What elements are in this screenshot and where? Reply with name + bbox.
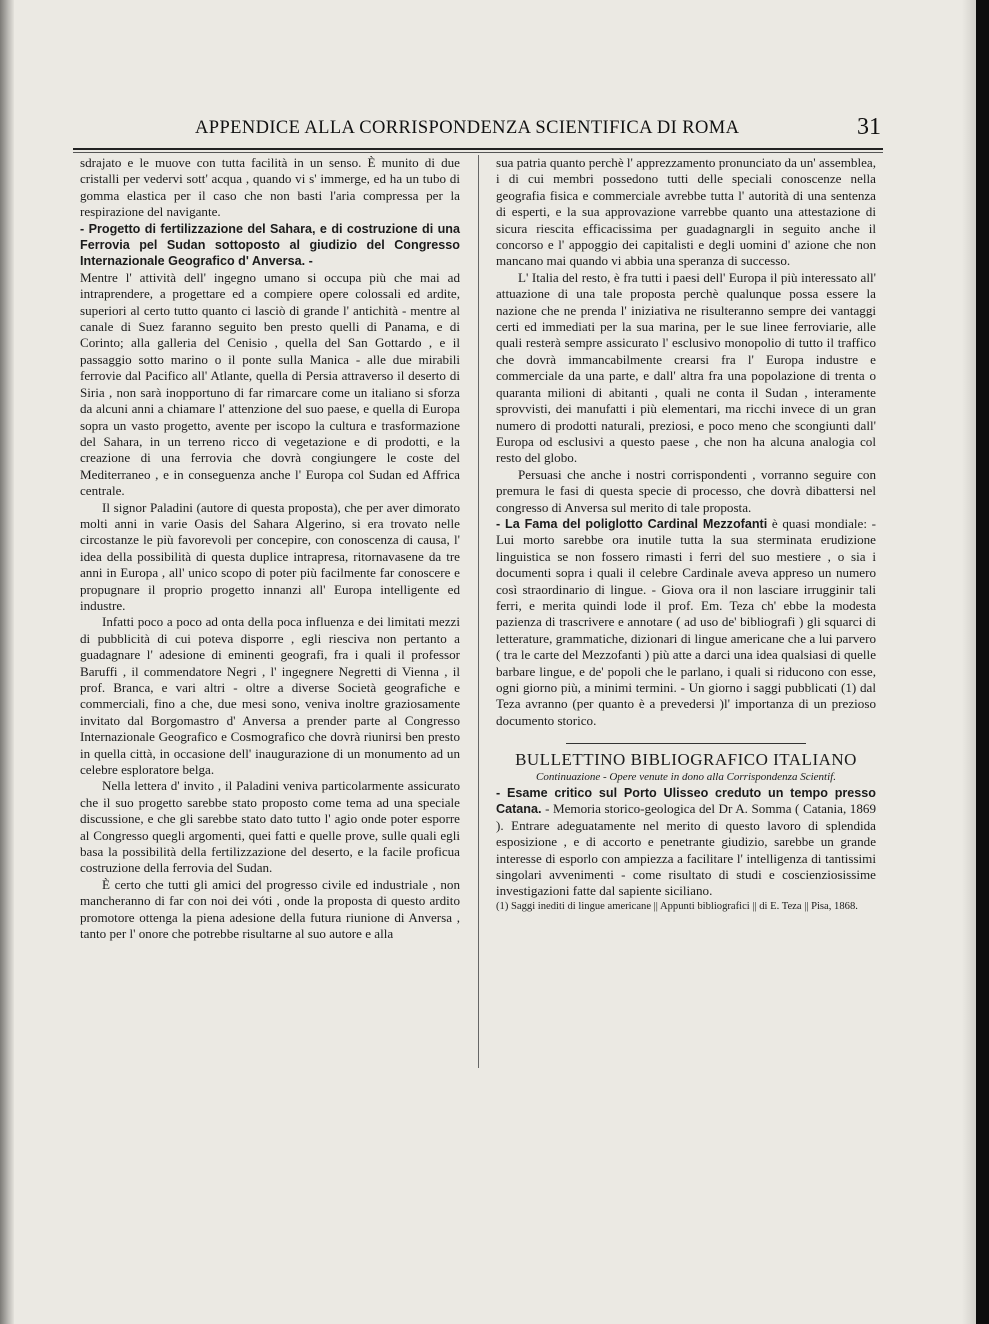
paragraph: Il signor Paladini (autore di questa proposta), che per aver dimorato molti anni in varie Oasis del Sahara Algerino, si era trovato nelle circostanze le più favorevoli per concepire, con conoscenza di causa, l' idea della possibilità di questa duplice intrapresa, ritornavasene da tre anni in Europa , all' unico scopo di poter più facilmente far conoscere e propugnare il proprio progetto innanzi all' Europa intelligente ed industre. <box>80 499 460 613</box>
right-column <box>496 155 876 913</box>
paragraph: sua patria quanto perchè l' apprezzamento pronunciato da un' assemblea, i di cui membri possedono tutti delle speciali conoscenze nella geografia fisica e commerciale avrebbe tutta l' autorità di una sentenza di esperti, e la sua approvazione varrebbe quanto una attestazione di sicura riescita efficacissima per guadagnargli in seguito anche il concorso e l' appoggio dei capitalisti e degli uomini d' azione che non mancano mai quando vi abbia una speranza di successo. <box>496 155 876 269</box>
header-rule <box>73 152 883 153</box>
paragraph-mezzofanti <box>496 516 876 729</box>
paragraph-esame <box>496 785 876 900</box>
running-header <box>73 116 883 150</box>
page-number: 31 <box>857 114 881 140</box>
paragraph: Nella lettera d' invito , il Paladini veniva particolarmente assicurato che il suo progetto sarebbe stato proposto come tema ad una speciale discussione, e che gli sarebbe stato dato tutto l' agio onde poter esporre al Congresso quegli argomenti, quei fatti e quelle prove, sulle quali egli basa la possibilità della fertilizzazione del deserto, e la facile proficua costruzione della ferrovia del Sudan. <box>80 778 460 876</box>
paragraph: È certo che tutti gli amici del progresso civile ed industriale , non mancheranno di far con noi dei vóti , onde la proposta di questo ardito promotore ottenga la piena adesione della futura riunione di Anversa , tanto per l' onore che potrebbe risultarne al suo autore e alla <box>80 876 460 942</box>
esame-text: - Memoria storico-geologica del Dr A. Somma ( Catania, 1869 ). Entrare adeguatamente nel merito di questo lavoro di splendida esposizione , e di accorto e penetrante giudizio, sarebbe un grande interesse di esporlo con ampiezza a facilitare l' intelligenza di tantissimi singolari avvenimenti - come risultato di studi e coscienziosissime investigazioni fatte dal sapiente siciliano. <box>496 801 876 899</box>
article-heading-mezzofanti: - La Fama del poliglotto Cardinal Mezzofanti <box>496 516 768 531</box>
column-divider <box>478 155 479 1068</box>
intro-paragraph: sdrajato e le muove con tutta facilità in un senso. È munito di due cristalli per vedervi sott' acqua , quando vi s' immerge, ed ha un tubo di gomma elastica per il caso che non basti l'aria compressa per la respirazione del navigante. <box>80 155 460 220</box>
bulletin-title: BULLETTINO BIBLIOGRAFICO ITALIANO <box>515 750 857 770</box>
article-heading-esame: - Esame critico sul Porto Ulisseo creduto un tempo presso Catana. <box>496 786 876 817</box>
section-separator <box>566 743 806 744</box>
mezzofanti-text: è quasi mondiale: - Lui morto sarebbe ora inutile tutta la sua sterminata erudizione linguistica se non fossero rimasti i ferri del suo mestiere , o sia i documenti sopra i quali il celebre Cardinale aveva appreso un numero così straordinario di lingue. - Giova ora il non lasciare irrugginir tali ferri, e merita quindi lode il prof. Em. Teza ch' ebbe la modesta pazienza di trascrivere e annotare ( ad uso de' bibliografi ) gli squarci di letterature, grammatiche, dizionari di lingue americane che a lui parvero ( tra le carte del Mezzofanti ) più atte a darci una idea qualsiasi di quelle barbare lingue, e de' popoli che le parlano, i quali si riducono con esse, ogni giorno più, a minimi termini. - Un giorno i saggi pubblicati (1) dal Teza avranno (per quanto è a prevedersi )l' importanza di un prezioso documento storico. <box>496 515 876 728</box>
footnote: (1) Saggi inediti di lingue americane || Appunti bibliografici || di E. Teza || Pisa, 1868. <box>496 900 858 912</box>
bulletin-subtitle: Continuazione - Opere venute in dono alla Corrispondenza Scientif. <box>536 770 836 783</box>
paragraph: L' Italia del resto, è fra tutti i paesi dell' Europa il più interessato all' attuazione di una tale proposta perchè qualunque possa essere la nazione che ne prenda l' iniziativa ne risulteranno sempre dei vantaggi certi ed immediati per la sua marina, per le sue linee ferroviarie, alle quali resterà sempre assicurato l' esclusivo monopolio di tutto il traffico che dovrà immancabilmente crearsi fra l' Europa industre e commerciale da una parte, e dall' altra fra una popolazione di trenta o quaranta milioni di abitanti , quali ne conta il Sudan , interamente sprovvisti, dei manufatti i più elementari, ma ricchi invece di un gran numero di prodotti naturali, preziosi, e poco meno che scongiunti dall' Europa od esclusivi a questo paese , che non ha alcuna analogia col resto del globo. <box>496 269 876 466</box>
page-binding-edge <box>0 0 14 1324</box>
left-column <box>80 155 460 943</box>
article-heading-sahara: - Progetto di fertilizzazione del Sahara, e di costruzione di una Ferrovia pel Sudan sottoposto al giudizio del Congresso Internazionale Geografico d' Anversa. - <box>80 221 460 269</box>
paragraph: Persuasi che anche i nostri corrispondenti , vorranno seguire con premura le fasi di questa specie di processo, che dovrà dibattersi nel congresso di Anversa sul merito di tale proposta. <box>496 466 876 515</box>
paragraph: Mentre l' attività dell' ingegno umano si occupa più che mai ad intraprendere, a progettare ed a compiere opere colossali ed ardite, superiori al certo tutto quanto ci lasciò di grande l' antichità - mentre al canale di Suez faranno seguito ben presto quelli di Panama, e di Corinto; alla galleria del Cenisio , quella del San Gottardo , e il passaggio sotto marino o il ponte sulla Manica - alle due mirabili ferrovie dal Pacifico all' Atlante, quella di Persia attraverso il deserto di Siria , non sarà inopportuno di far rimarcare come un italiano si sforza da alcuni anni a chiamare l' attenzione del suo paese, e quella di Europa sopra un vasto progetto, avente per iscopo la cultura e trasformazione del Sahara, in un terreno ricco di vegetazione e di prodotti, e la creazione di una ferrovia che dovrà congiungere le coste del Mediterraneo , e in conseguenza anche l' Europa col Sudan ed Affrica centrale. <box>80 269 460 499</box>
header-title: APPENDICE ALLA CORRISPONDENZA SCIENTIFICA DI ROMA <box>195 118 740 138</box>
paragraph: Infatti poco a poco ad onta della poca influenza e dei limitati mezzi di pubblicità di cui poteva disporre , egli riesciva non pertanto a guadagnare l' adesione di eminenti geografi, fra i quali il professor Baruffi , il commendatore Negri , l' ingegnere Negretti di Vienna , il prof. Branca, e vari altri - oltre a diverse Società geografiche e commerciali, fino a che, due mesi sono, veniva inoltre graziosamente invitato dal Borgomastro d' Anversa a prender parte al Congresso Internazionale Geografico e Cosmografico che dovrà riunirsi ben presto in quella città, in occasione dell' inaugurazione di un monumento ad un celebre esploratore belga. <box>80 614 460 778</box>
page-right-edge <box>962 0 976 1324</box>
